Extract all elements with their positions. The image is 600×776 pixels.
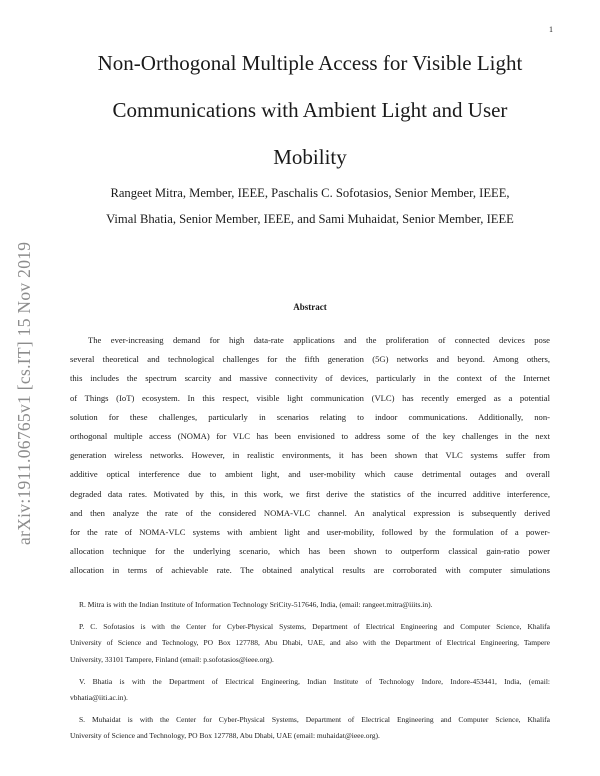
- abstract-line: orthogonal multiple access (NOMA) for VLC has been envisioned to address some of the key challenges in the next: [70, 431, 550, 442]
- abstract-line: degraded data rates. Motivated by this, in this work, we first derive the statistics of the incurred additive interference,: [70, 488, 550, 499]
- footnote-line: S. Muhaidat is with the Center for Cyber-Physical Systems, Department of Electrical Engineering and Computer Science, Khalifa: [79, 715, 550, 725]
- footnote-line: vbhatia@iiti.ac.in).: [70, 693, 128, 703]
- footnote-line: R. Mitra is with the Indian Institute of Information Technology SriCity-517646, India, (email: rangeet.mitra@iiits.in).: [79, 600, 433, 609]
- title-line: Communications with Ambient Light and User: [112, 98, 508, 122]
- abstract-line: and then analyze the rate of the considered NOMA-VLC channel. An analytical expression is subsequently derived: [70, 507, 550, 518]
- abstract-line: allocation in terms of achievable rate. The obtained analytical results are corroborated with computer simulations: [70, 565, 550, 576]
- arxiv-identifier-stamp: arXiv:1911.06765v1 [cs.IT] 15 Nov 2019: [14, 241, 34, 545]
- abstract-line: several theoretical and technological challenges for the fifth generation (5G) networks and beyond. Among others,: [70, 354, 550, 365]
- footnote-line: University of Science and Technology, PO Box 127788, Abu Dhabi, UAE (email: muhaidat@ieee.org).: [70, 731, 380, 741]
- abstract-line: allocation technique for the underlying scenario, which has been shown to outperform classical gain-ratio power: [70, 546, 550, 557]
- abstract-line: The ever-increasing demand for high data-rate applications and the proliferation of connected devices pose: [88, 335, 550, 345]
- affiliation-footnotes: [70, 597, 550, 745]
- author-line: Rangeet Mitra, Member, IEEE, Paschalis C. Sofotasios, Senior Member, IEEE,: [110, 186, 510, 200]
- footnote-line: V. Bhatia is with the Department of Electrical Engineering, Indian Institute of Technology Indore, Indore-453441, India, (email:: [79, 676, 550, 686]
- footnote-line: P. C. Sofotasios is with the Center for Cyber-Physical Systems, Department of Electrical Engineering and Computer Science, Khalifa: [79, 622, 550, 632]
- paper-title: [40, 40, 580, 181]
- abstract-line: additive optical interference due to ambient light, and user-mobility which cause detrimental outages and overall: [70, 469, 550, 480]
- abstract-line: this includes the spectrum scarcity and massive connectivity of devices, particularly in the context of the Internet: [70, 373, 550, 384]
- abstract-heading: Abstract: [293, 302, 327, 312]
- footnote-line: University of Science and Technology, PO Box 127788, Abu Dhabi, UAE, and also with the Department of Electrical Engineering, Tampere: [70, 638, 550, 648]
- abstract-line: of Things (IoT) ecosystem. In this respect, visible light communication (VLC) has recently emerged as a potential: [70, 392, 550, 403]
- title-line: Mobility: [273, 145, 347, 169]
- page-number: 1: [549, 25, 553, 34]
- abstract-line: for the rate of NOMA-VLC systems with ambient light and user-mobility, followed by the formulation of a power-: [70, 527, 550, 538]
- footnote-line: University, 33101 Tampere, Finland (email: p.sofotasios@ieee.org).: [70, 654, 274, 664]
- title-line: Non-Orthogonal Multiple Access for Visible Light: [97, 51, 523, 75]
- author-line: Vimal Bhatia, Senior Member, IEEE, and Sami Muhaidat, Senior Member, IEEE: [106, 212, 514, 226]
- abstract-body: [70, 331, 550, 581]
- abstract-line: solution for these challenges, particularly in scenarios relating to indoor communications. Additionally, non-: [70, 411, 550, 422]
- author-list: [50, 180, 570, 232]
- abstract-line: generation wireless networks. However, in realistic environments, it has been shown that VLC systems suffer from: [70, 450, 550, 461]
